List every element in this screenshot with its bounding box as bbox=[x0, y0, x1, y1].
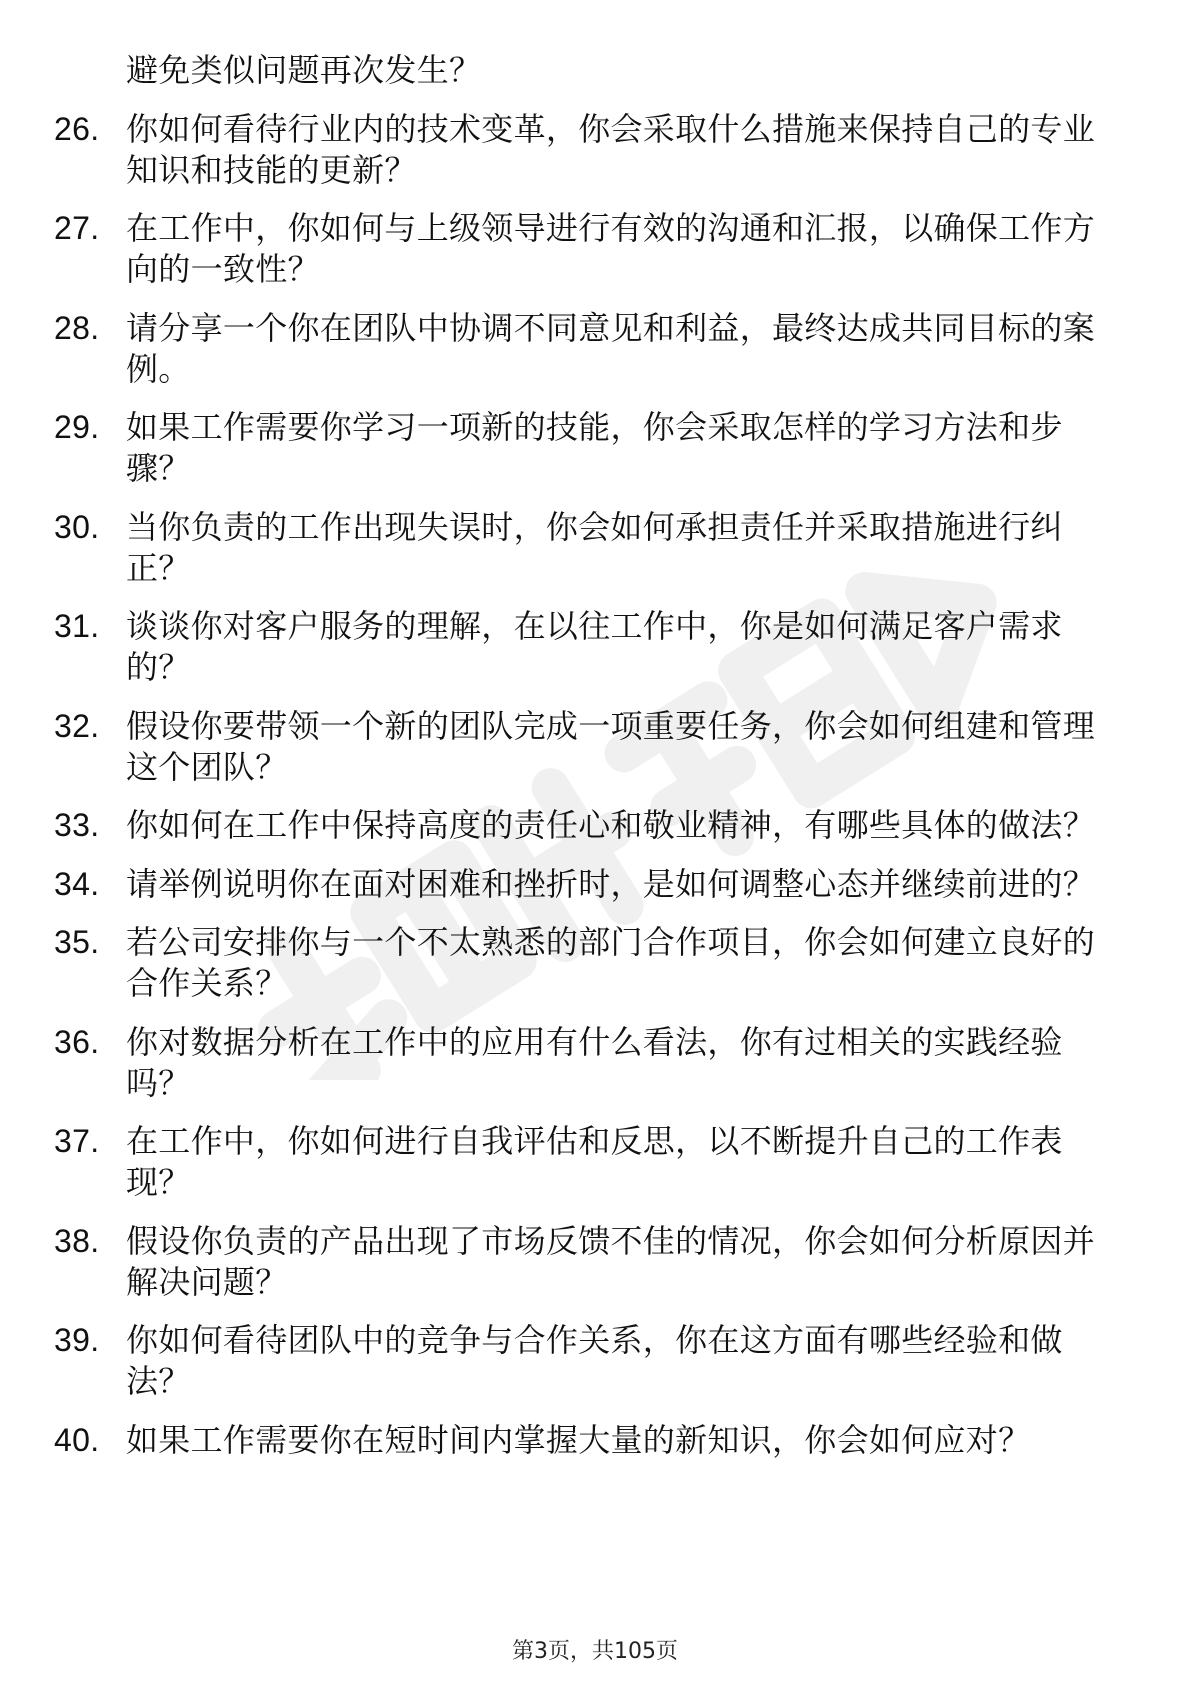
question-text: 谈谈你对客户服务的理解，在以往工作中，你是如何满足客户需求的？ bbox=[126, 607, 1063, 686]
question-item bbox=[54, 706, 1124, 788]
question-number: 38. bbox=[54, 1222, 100, 1259]
question-number: 34. bbox=[54, 865, 100, 902]
question-text: 你如何在工作中保持高度的责任心和敬业精神，有哪些具体的做法？ bbox=[126, 806, 1096, 844]
question-text: 在工作中，你如何进行自我评估和反思，以不断提升自己的工作表现？ bbox=[126, 1122, 1063, 1201]
question-number: 28. bbox=[54, 309, 100, 346]
question-item bbox=[54, 507, 1124, 589]
question-item bbox=[54, 308, 1124, 390]
question-item bbox=[54, 1221, 1124, 1303]
question-item bbox=[54, 864, 1124, 905]
question-item bbox=[54, 109, 1124, 191]
continued-question-text bbox=[126, 50, 1124, 91]
question-number: 33. bbox=[54, 807, 100, 843]
question-list bbox=[54, 50, 1124, 1478]
question-text: 你对数据分析在工作中的应用有什么看法，你有过相关的实践经验吗？ bbox=[126, 1022, 1063, 1102]
question-number: 29. bbox=[54, 409, 100, 445]
question-text: 在工作中，你如何与上级领导进行有效的沟通和汇报，以确保工作方向的一致性？ bbox=[126, 209, 1096, 288]
question-item bbox=[54, 922, 1124, 1004]
question-text: 当你负责的工作出现失误时，你会如何承担责任并采取措施进行纠正？ bbox=[126, 507, 1063, 587]
question-item bbox=[54, 208, 1124, 290]
question-number: 37. bbox=[54, 1123, 100, 1159]
question-item bbox=[54, 805, 1124, 846]
question-text: 你如何看待团队中的竞争与合作关系，你在这方面有哪些经验和做法？ bbox=[126, 1321, 1063, 1400]
question-item bbox=[54, 606, 1124, 688]
question-text: 假设你负责的产品出现了市场反馈不佳的情况，你会如何分析原因并解决问题？ bbox=[126, 1221, 1096, 1301]
question-number: 32. bbox=[54, 707, 100, 744]
page-number-footer: 第3页，共105页 bbox=[512, 1639, 678, 1664]
question-number: 26. bbox=[54, 110, 100, 147]
question-text: 若公司安排你与一个不太熟悉的部门合作项目，你会如何建立良好的合作关系？ bbox=[126, 923, 1096, 1002]
question-item bbox=[54, 1121, 1124, 1203]
question-text: 如果工作需要你学习一项新的技能，你会采取怎样的学习方法和步骤？ bbox=[126, 408, 1063, 487]
question-number: 35. bbox=[54, 924, 100, 960]
continued-question-line: 避免类似问题再次发生？ bbox=[126, 51, 482, 89]
question-number: 27. bbox=[54, 210, 100, 246]
question-number: 31. bbox=[54, 608, 100, 644]
question-text: 如果工作需要你在短时间内掌握大量的新知识，你会如何应对？ bbox=[126, 1420, 1031, 1459]
question-number: 36. bbox=[54, 1023, 100, 1060]
question-number: 39. bbox=[54, 1322, 100, 1358]
question-number: 40. bbox=[54, 1421, 100, 1458]
question-number: 30. bbox=[54, 508, 100, 545]
question-item bbox=[54, 407, 1124, 489]
question-text: 请分享一个你在团队中协调不同意见和利益，最终达成共同目标的案例。 bbox=[126, 308, 1096, 388]
question-text: 假设你要带领一个新的团队完成一项重要任务，你会如何组建和管理这个团队？ bbox=[126, 706, 1096, 786]
question-item bbox=[54, 1320, 1124, 1402]
question-text: 请举例说明你在面对困难和挫折时，是如何调整心态并继续前进的？ bbox=[126, 864, 1096, 903]
question-item bbox=[54, 1022, 1124, 1104]
question-item bbox=[54, 1420, 1124, 1461]
question-text: 你如何看待行业内的技术变革，你会采取什么措施来保持自己的专业知识和技能的更新？ bbox=[126, 109, 1096, 189]
